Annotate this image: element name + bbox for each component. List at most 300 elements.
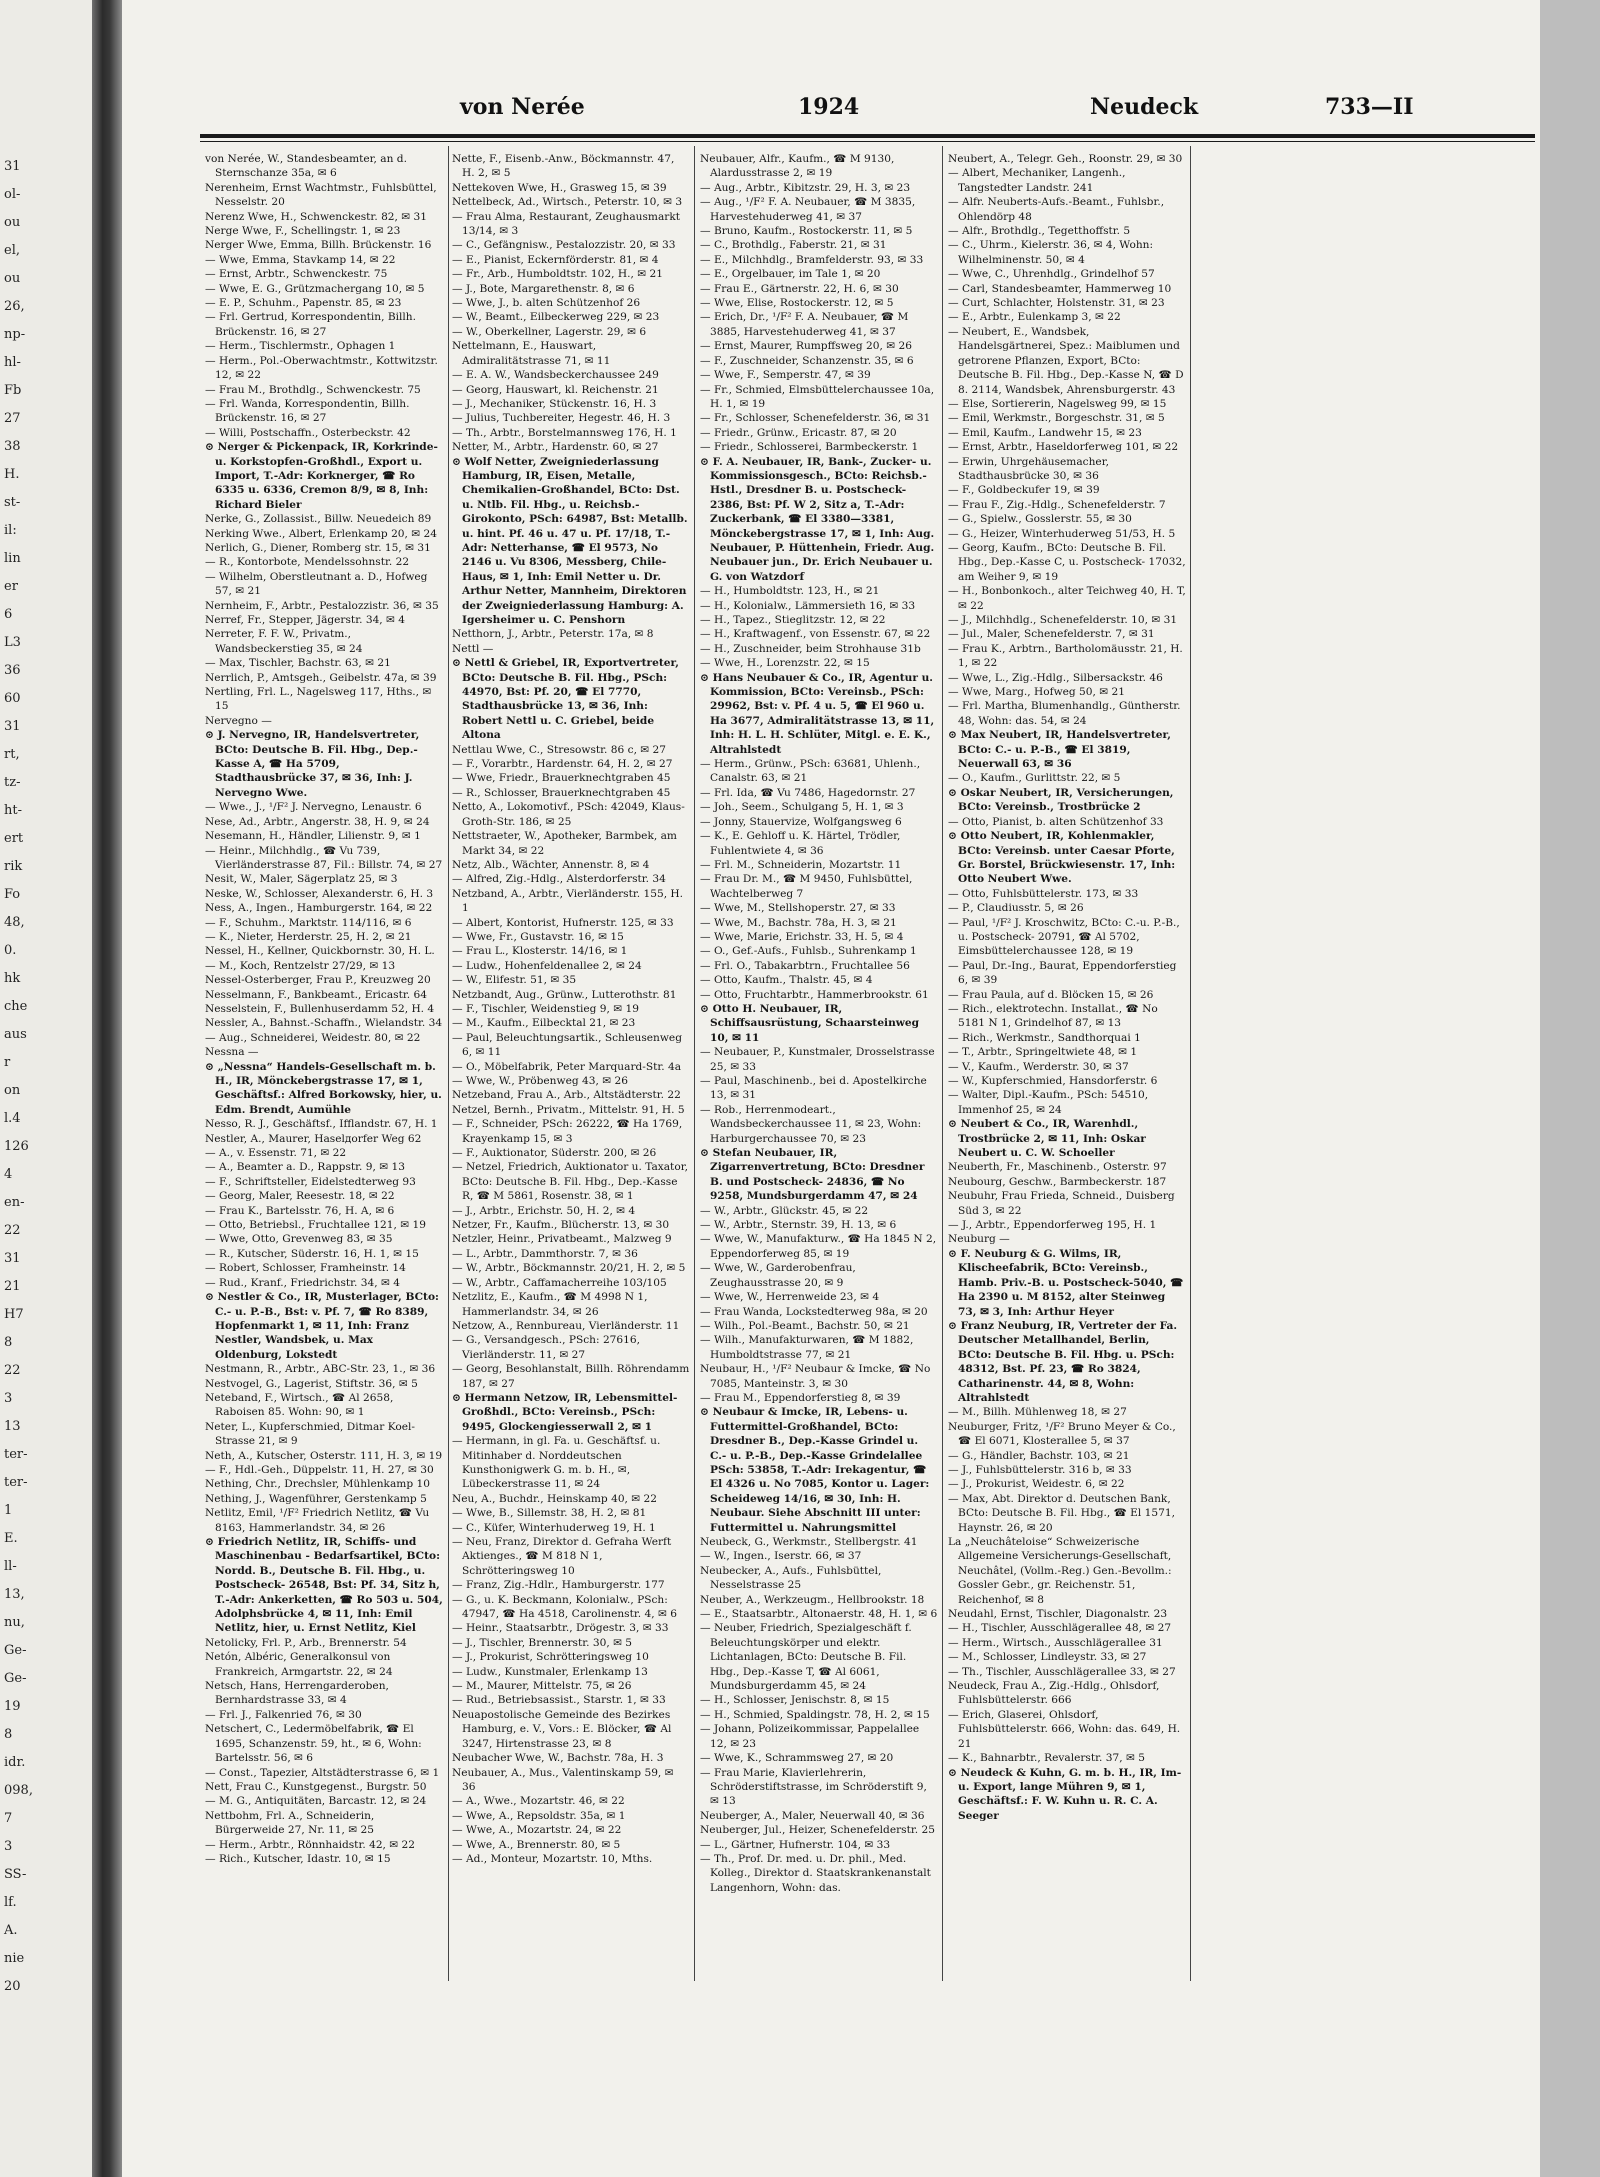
- prev-page-fragment: H7: [4, 1307, 24, 1322]
- directory-entry: — J., Fuhlsbüttelerstr. 316 b, ✉ 33: [948, 1463, 1132, 1476]
- directory-entry: — Friedr., Grünw., Ericastr. 87, ✉ 20: [700, 426, 897, 439]
- directory-entry: — Georg, Hauswart, kl. Reichenstr. 21: [452, 383, 659, 396]
- directory-entry: — Ludw., Kunstmaler, Erlenkamp 13: [452, 1665, 648, 1678]
- directory-entry: — M., Kaufm., Eilbecktal 21, ✉ 23: [452, 1017, 636, 1030]
- prev-page-fragment: 3: [4, 1839, 13, 1854]
- book-gutter: [92, 0, 122, 2177]
- directory-entry: — G., Händler, Bachstr. 103, ✉ 21: [948, 1449, 1130, 1462]
- directory-entry: — Otto, Fruchtarbtr., Hammerbrookstr. 61: [700, 988, 929, 1001]
- prev-page-fragment: 126: [4, 1139, 29, 1154]
- directory-entry: — Julius, Tuchbereiter, Hegestr. 46, H. 3: [452, 412, 671, 425]
- directory-entry: — A., Wwe., Mozartstr. 46, ✉ 22: [452, 1795, 625, 1808]
- directory-entry: Nesselmann, F., Bankbeamt., Ericastr. 64: [205, 988, 427, 1001]
- directory-entry: Netolicky, Frl. P., Arb., Brennerstr. 54: [205, 1636, 407, 1649]
- directory-entry: — W., Kupferschmied, Hansdorferstr. 6: [948, 1075, 1158, 1087]
- directory-entry: — Johann, Polizeikommissar, Pappelallee 12, ✉ 23: [700, 1723, 920, 1750]
- directory-entry: Netthorn, J., Arbtr., Peterstr. 17a, ✉ 8: [452, 628, 654, 641]
- directory-entry: Netzbandt, Aug., Grünw., Lutterothstr. 81: [452, 988, 677, 1001]
- directory-entry: Nette, F., Eisenb.-Anw., Böckmannstr. 47, H. 2, ✉ 5: [452, 153, 675, 180]
- directory-entry: Neth, A., Kutscher, Osterstr. 111, H. 3, ✉ 19: [205, 1449, 443, 1462]
- directory-entry: Nettelbeck, Ad., Wirtsch., Peterstr. 10, ✉ 3: [452, 196, 683, 209]
- directory-entry: — Alfr. Neuberts-Aufs.-Beamt., Fuhlsbr., Ohlendörp 48: [948, 196, 1165, 223]
- directory-entry: — Wwe, K., Schrammsweg 27, ✉ 20: [700, 1752, 894, 1765]
- directory-entry: — Aug., Schneiderei, Weidestr. 80, ✉ 22: [205, 1031, 421, 1044]
- directory-entry: — Rich., Werkmstr., Sandthorquai 1: [948, 1031, 1141, 1044]
- directory-entry: Nettstraeter, W., Apotheker, Barmbek, am Markt 34, ✉ 22: [452, 830, 677, 857]
- directory-entry: — Jonny, Stauervize, Wolfgangsweg 6: [700, 815, 902, 828]
- directory-entry: Nestmann, R., Arbtr., ABC-Str. 23, 1., ✉ 36: [205, 1363, 436, 1376]
- prev-page-fragment: 31: [4, 1251, 21, 1266]
- directory-entry: — Paul, ¹/F² J. Kroschwitz, BCto: C.-u. P.-B., u. Postscheck- 20791, ☎ Al 5702, Eimsbüttelerchaussee 128, ✉ 19: [948, 916, 1180, 958]
- directory-entry: — Neuber, Friedrich, Spezialgeschäft f. Beleuchtungskörper und elektr. Lichtanlagen, BCto: Deutsche B. Fil. Hbg., Dep.-Kasse T, ☎ Al 6061, Mundsburgerdamm 45, ✉ 24: [700, 1622, 912, 1693]
- prev-page-fragment: 8: [4, 1727, 13, 1742]
- directory-entry: — Wwe, Emma, Stavkamp 14, ✉ 22: [205, 253, 396, 266]
- prev-page-fragment: l.4: [4, 1111, 21, 1126]
- directory-entry: — Emil, Werkmstr., Borgeschstr. 31, ✉ 5: [948, 412, 1165, 425]
- directory-entry: — Curt, Schlachter, Holstenstr. 31, ✉ 23: [948, 297, 1165, 310]
- directory-entry: Neubacher Wwe, W., Bachstr. 78a, H. 3: [452, 1752, 664, 1765]
- directory-entry: — W., Ingen., Iserstr. 66, ✉ 37: [700, 1550, 862, 1563]
- directory-entry: Nething, Chr., Drechsler, Mühlenkamp 10: [205, 1478, 430, 1491]
- prev-page-fragment: aus: [4, 1027, 27, 1042]
- directory-entry: ⊙ Oskar Neubert, IR, Versicherungen, BCto: Vereinsb., Trostbrücke 2: [948, 786, 1174, 814]
- directory-entry: — H., Tapez., Stieglitzstr. 12, ✉ 22: [700, 614, 886, 626]
- directory-entry: — H., Schmied, Spaldingstr. 78, H. 2, ✉ 15: [700, 1708, 930, 1721]
- directory-entry: — Wwe, J., b. alten Schützenhof 26: [452, 297, 641, 310]
- prev-page-fragment: on: [4, 1083, 21, 1098]
- directory-entry: — C., Küfer, Winterhuderweg 19, H. 1: [452, 1521, 656, 1534]
- directory-entry: ⊙ Nestler & Co., IR, Musterlager, BCto: C.- u. P.-B., Bst: v. Pf. 7, ☎ Ro 8389, Hopfenmarkt 1, ✉ 11, Inh: Franz Nestler, Wandsbek, u. Max Oldenburg, Lokstedt: [205, 1291, 439, 1361]
- directory-entry: — F., Tischler, Weidenstieg 9, ✉ 19: [452, 1002, 639, 1015]
- directory-entry: — A., Beamter a. D., Rappstr. 9, ✉ 13: [205, 1161, 405, 1174]
- directory-entry: — G., Versandgesch., PSch: 27616, Vierländerstr. 11, ✉ 27: [452, 1334, 641, 1361]
- directory-entry: — Frau E., Gärtnerstr. 22, H. 6, ✉ 30: [700, 282, 899, 295]
- directory-entry: — Frau Paula, auf d. Blöcken 15, ✉ 26: [948, 988, 1154, 1001]
- column-2: [452, 152, 690, 2152]
- directory-entry: Netter, M., Arbtr., Hardenstr. 60, ✉ 27: [452, 441, 659, 454]
- directory-entry: Nese, Ad., Arbtr., Angerstr. 38, H. 9, ✉ 24: [205, 815, 430, 828]
- directory-entry: ⊙ Nerger & Pickenpack, IR, Korkrinde- u. Korkstopfen-Großhdl., Export u. Import, T.-Adr: Korknerger, ☎ Ro 6335 u. 6336, Cremon 8/9, ✉ 8, Inh: Richard Bieler: [205, 441, 438, 511]
- directory-entry: Nestler, A., Maurer, Haselдorfer Weg 62: [205, 1132, 422, 1145]
- directory-entry: — J., Tischler, Brennerstr. 30, ✉ 5: [452, 1636, 633, 1649]
- directory-entry: ⊙ Neubert & Co., IR, Warenhdl., Trostbrücke 2, ✉ 11, Inh: Oskar Neubert u. C. W. Schoeller: [948, 1118, 1146, 1160]
- directory-entry: — Otto, Fuhlsbüttelerstr. 173, ✉ 33: [948, 887, 1139, 900]
- directory-entry: — Wwe, E. G., Grützmachergang 10, ✉ 5: [205, 282, 425, 295]
- directory-entry: — Th., Arbtr., Borstelmannsweg 176, H. 1: [452, 426, 677, 439]
- directory-entry: — Frl. Gertrud, Korrespondentin, Billh. Brückenstr. 16, ✉ 27: [205, 311, 416, 338]
- directory-entry: Netz, Alb., Wächter, Annenstr. 8, ✉ 4: [452, 858, 650, 871]
- header-rule: [200, 134, 1535, 138]
- directory-entry: ⊙ Neudeck & Kuhn, G. m. b. H., IR, Im- u. Export, lange Mühren 9, ✉ 1, Geschäftsf.: F. W. Kuhn u. R. C. A. Seeger: [948, 1766, 1182, 1822]
- prev-page-fragment: ter-: [4, 1447, 28, 1462]
- prev-page-fragment: E.: [4, 1531, 18, 1546]
- directory-entry: — Frl. Wanda, Korrespondentin, Billh. Brückenstr. 16, ✉ 27: [205, 397, 410, 425]
- directory-entry: Neubourg, Geschw., Barmbeckerstr. 187: [948, 1175, 1167, 1188]
- directory-entry: Nerlich, G., Diener, Romberg str. 15, ✉ 31: [205, 541, 431, 554]
- directory-entry: Neuberger, Jul., Heizer, Schenefelderstr. 25: [700, 1824, 935, 1837]
- directory-entry: — Franz, Zig.-Hdlr., Hamburgerstr. 177: [452, 1579, 665, 1592]
- directory-entry: Nerge Wwe, F., Schellingstr. 1, ✉ 23: [205, 225, 401, 238]
- directory-entry: — Jul., Maler, Schenefelderstr. 7, ✉ 31: [948, 628, 1155, 641]
- directory-entry: — Neubauer, P., Kunstmaler, Drosselstrasse 25, ✉ 33: [700, 1046, 935, 1073]
- directory-entry: — Wilh., Manufakturwaren, ☎ M 1882, Humboldtstrasse 77, ✉ 21: [700, 1334, 914, 1361]
- prev-page-fragment: nie: [4, 1951, 25, 1966]
- directory-entry: — Bruno, Kaufm., Rostockerstr. 11, ✉ 5: [700, 225, 913, 238]
- directory-entry: — Max, Abt. Direktor d. Deutschen Bank, BCto: Deutsche B. Fil. Hbg., ☎ El 1571, Haynstr. 26, ✉ 20: [948, 1492, 1175, 1534]
- directory-entry: — H., Zuschneider, beim Strohhause 31b: [700, 642, 921, 655]
- prev-page-fragment: 26,: [4, 299, 25, 314]
- directory-entry: — C., Gefängnisw., Pestalozzistr. 20, ✉ 33: [452, 239, 676, 252]
- directory-entry: Nething, J., Wagenführer, Gerstenkamp 5: [205, 1492, 427, 1505]
- directory-entry: Neuberth, Fr., Maschinenb., Osterstr. 97: [948, 1161, 1167, 1174]
- directory-entry: ⊙ Franz Neuburg, IR, Vertreter der Fa. Deutscher Metallhandel, Berlin, BCto: Deutsche B. Fil. Hbg. u. PSch: 48312, Bst. Pf. 23, ☎ Ro 3824, Catharinenstr. 44, ✉ 8, Wohn: Altrahlstedt: [948, 1319, 1178, 1404]
- directory-entry: — E. A. W., Wandsbeckerchaussee 249: [452, 369, 659, 382]
- prev-page-fragment: ter-: [4, 1475, 28, 1490]
- prev-page-fragment: el,: [4, 243, 20, 258]
- directory-entry: ⊙ Otto Neubert, IR, Kohlenmakler, BCto: Vereinsb. unter Caesar Pforte, Gr. Borstel, Brückwiesenstr. 17, Inh: Otto Neubert Wwe.: [948, 830, 1176, 886]
- directory-entry: — Wwe, L., Zig.-Hdlg., Silbersackstr. 46: [948, 671, 1163, 684]
- page-number: 733—II: [1325, 94, 1414, 120]
- directory-entry: Neuburg —: [948, 1233, 1010, 1246]
- prev-page-fragment: 22: [4, 1223, 21, 1238]
- directory-entry: — Ernst, Arbtr., Haseldorferweg 101, ✉ 22: [948, 441, 1179, 454]
- directory-entry: — R., Schlosser, Brauerknechtgraben 45: [452, 786, 671, 799]
- directory-entry: — Frl. J., Falkenried 76, ✉ 30: [205, 1708, 362, 1721]
- directory-entry: — Netzel, Friedrich, Auktionator u. Taxator, BCto: Deutsche B. Fil. Hbg., Dep.-Kasse R, ☎ M 5861, Rosenstr. 38, ✉ 1: [452, 1161, 688, 1203]
- directory-entry: — Frl. Martha, Blumenhandlg., Güntherstr. 48, Wohn: das. 54, ✉ 24: [948, 700, 1181, 727]
- prev-page-fragment: ou: [4, 271, 21, 286]
- directory-entry: — E., Staatsarbtr., Altonaerstr. 48, H. 1, ✉ 6: [700, 1608, 938, 1621]
- directory-entry: Nessel, H., Kellner, Quickbornstr. 30, H. L.: [205, 945, 435, 958]
- prev-page-fragment: er: [4, 579, 18, 594]
- directory-entry: — Aug., Arbtr., Kibitzstr. 29, H. 3, ✉ 23: [700, 181, 911, 194]
- directory-entry: — G., Spielw., Gosslerstr. 55, ✉ 30: [948, 513, 1132, 526]
- directory-entry: — Rud., Betriebsassist., Starstr. 1, ✉ 33: [452, 1694, 666, 1707]
- directory-entry: Nerrlich, P., Amtsgeh., Geibelstr. 47a, ✉ 39: [205, 671, 437, 684]
- scan-margin-right: [1540, 0, 1600, 2177]
- directory-entry: Nettelmann, E., Hauswart, Admiralitätstrasse 71, ✉ 11: [452, 340, 611, 367]
- directory-entry: — J., Prokurist, Schrötteringsweg 10: [452, 1651, 649, 1664]
- directory-entry: Nettl —: [452, 642, 494, 655]
- directory-entry: — H., Schlosser, Jenischstr. 8, ✉ 15: [700, 1694, 890, 1707]
- directory-entry: — E., Arbtr., Eulenkamp 3, ✉ 22: [948, 311, 1121, 324]
- directory-entry: — Wwe, Otto, Grevenweg 83, ✉ 35: [205, 1233, 393, 1246]
- directory-entry: Neteband, F., Wirtsch., ☎ Al 2658, Raboisen 85. Wohn: 90, ✉ 1: [205, 1391, 394, 1419]
- directory-entry: — J., Mechaniker, Stückenstr. 16, H. 3: [452, 397, 657, 410]
- directory-entry: — H., Kraftwagenf., von Essenstr. 67, ✉ 22: [700, 628, 931, 641]
- prev-page-fragment: 31: [4, 719, 21, 734]
- directory-entry: Nesso, R. J., Geschäftsf., Ifflandstr. 67, H. 1: [205, 1118, 438, 1131]
- directory-entry: Neuber, A., Werkzeugm., Hellbrookstr. 18: [700, 1593, 925, 1606]
- column-3: [700, 152, 938, 2152]
- prev-page-fragment: 13,: [4, 1587, 25, 1602]
- directory-entry: — F., Hdl.-Geh., Düppelstr. 11, H. 27, ✉ 30: [205, 1463, 434, 1476]
- directory-entry: Netlitz, Emil, ¹/F² Friedrich Netlitz, ☎ Vu 8163, Hammerlandstr. 34, ✉ 26: [205, 1507, 430, 1534]
- directory-entry: — Fr., Arb., Humboldtstr. 102, H., ✉ 21: [452, 268, 663, 281]
- directory-entry: — Paul, Beleuchtungsartik., Schleusenweg 6, ✉ 11: [452, 1031, 682, 1059]
- directory-entry: — V., Kaufm., Werderstr. 30, ✉ 37: [948, 1060, 1129, 1073]
- directory-entry: Neubuhr, Frau Frieda, Schneid., Duisberg Süd 3, ✉ 22: [948, 1190, 1175, 1217]
- prev-page-fragment: 4: [4, 1167, 13, 1182]
- directory-entry: — Ernst, Maurer, Rumpffsweg 20, ✉ 26: [700, 340, 912, 353]
- directory-entry: ⊙ Otto H. Neubauer, IR, Schiffsausrüstung, Schaarsteinweg 10, ✉ 11: [700, 1002, 920, 1044]
- prev-page-fragment: 38: [4, 439, 21, 454]
- directory-entry: — L., Gärtner, Hufnerstr. 104, ✉ 33: [700, 1838, 891, 1851]
- directory-entry: — Paul, Dr.-Ing., Baurat, Eppendorferstieg 6, ✉ 39: [948, 959, 1177, 987]
- directory-entry: Netzel, Bernh., Privatm., Mittelstr. 91, H. 5: [452, 1103, 685, 1116]
- directory-entry: Netzow, A., Rennbureau, Vierländerstr. 11: [452, 1319, 680, 1332]
- previous-page-edge: [0, 0, 92, 2177]
- directory-entry: — Wwe, Marg., Hofweg 50, ✉ 21: [948, 686, 1125, 699]
- directory-entry: — Wwe, Fr., Gustavstr. 16, ✉ 15: [452, 930, 624, 943]
- column-divider: [942, 146, 943, 1981]
- directory-entry: Nerenheim, Ernst Wachtmstr., Fuhlsbüttel, Nesselstr. 20: [205, 181, 437, 209]
- header-rule-thin: [200, 141, 1535, 142]
- prev-page-fragment: ht-: [4, 803, 22, 818]
- directory-entry: Neuberger, A., Maler, Neuerwall 40, ✉ 36: [700, 1809, 925, 1822]
- directory-entry: — Rich., Kutscher, Idastr. 10, ✉ 15: [205, 1852, 391, 1865]
- directory-entry: ⊙ F. Neuburg & G. Wilms, IR, Klischeefabrik, BCto: Vereinsb., Hamb. Priv.-B. u. Postscheck-5040, ☎ Ha 2390 u. M 8152, alter Steinweg 73, ✉ 3, Inh: Arthur Heyer: [948, 1247, 1184, 1318]
- directory-entry: — H., Humboldtstr. 123, H., ✉ 21: [700, 585, 880, 598]
- directory-entry: Nessler, A., Bahnst.-Schaffn., Wielandstr. 34: [205, 1017, 443, 1030]
- directory-entry: — R., Kontorbote, Mendelssohnstr. 22: [205, 556, 410, 569]
- prev-page-fragment: A.: [4, 1923, 18, 1938]
- prev-page-fragment: ert: [4, 831, 24, 846]
- directory-entry: ⊙ Neubaur & Imcke, IR, Lebens- u. Futtermittel-Großhandel, BCto: Dresdner B., Dep.-Kasse Grindel u. C.- u. P.-B., Dep.-Kasse Grindelallee PSch: 53858, T.-Adr: Irekagentur, ☎ El 4326 u. No 7085, Kontor u. Lager: Scheideweg 14/16, ✉ 30, Inh: H. Neubaur. Siehe Abschnitt III unter: Futtermittel u. Nahrungsmittel: [700, 1406, 930, 1534]
- directory-entry: — Aug., ¹/F² F. A. Neubauer, ☎ M 3835, Harvestehuderweg 41, ✉ 37: [700, 196, 916, 223]
- directory-entry: Neubauer, A., Mus., Valentinskamp 59, ✉ 36: [452, 1766, 674, 1793]
- prev-page-fragment: Fo: [4, 887, 21, 902]
- directory-entry: — Albert, Mechaniker, Langenh., Tangstedter Landstr. 241: [948, 167, 1126, 194]
- directory-entry: — Joh., Seem., Schulgang 5, H. 1, ✉ 3: [700, 801, 904, 814]
- directory-entry: ⊙ Max Neubert, IR, Handelsvertreter, BCto: C.- u. P.-B., ☎ El 3819, Neuerwall 63, ✉ 36: [948, 729, 1171, 771]
- prev-page-fragment: 19: [4, 1699, 21, 1714]
- directory-entry: — E., Orgelbauer, im Tale 1, ✉ 20: [700, 268, 881, 281]
- directory-entry: — Friedr., Schlosserei, Barmbeckerstr. 1: [700, 441, 919, 454]
- directory-entry: — Wwe, A., Repsoldstr. 35a, ✉ 1: [452, 1809, 626, 1822]
- header-year: 1924: [798, 94, 860, 120]
- directory-entry: — Fr., Schmied, Elmsbüttelerchaussee 10a, H. 1, ✉ 19: [700, 383, 935, 410]
- directory-entry: Neubaur, H., ¹/F² Neubaur & Imcke, ☎ No 7085, Manteinstr. 3, ✉ 30: [700, 1363, 931, 1390]
- directory-entry: — Hermann, in gl. Fa. u. Geschäftsf. u. Mitinhaber d. Norddeutschen Kunsthonigwerk G. m. b. H., ✉, Lübeckerstrasse 11, ✉ 24: [452, 1435, 661, 1491]
- directory-entry: — Rich., elektrotechn. Installat., ☎ No 5181 N 1, Grindelhof 87, ✉ 13: [948, 1002, 1158, 1030]
- directory-entry: — Alfr., Brothdlg., Tegetthoffstr. 5: [948, 225, 1131, 238]
- directory-entry: — Wwe, B., Sillemstr. 38, H. 2, ✉ 81: [452, 1507, 647, 1520]
- directory-entry: — E., Milchhdlg., Bramfelderstr. 93, ✉ 33: [700, 253, 924, 266]
- directory-entry: — G., Heizer, Winterhuderweg 51/53, H. 5: [948, 527, 1176, 540]
- prev-page-fragment: nu,: [4, 1615, 25, 1630]
- directory-entry: — M., Maurer, Mittelstr. 75, ✉ 26: [452, 1680, 632, 1693]
- directory-entry: — Otto, Pianist, b. alten Schützenhof 33: [948, 815, 1164, 828]
- directory-entry: — F., Schuhm., Marktstr. 114/116, ✉ 6: [205, 916, 412, 929]
- directory-entry: — Erich, Dr., ¹/F² F. A. Neubauer, ☎ M 3885, Harvestehuderweg 41, ✉ 37: [700, 311, 909, 338]
- directory-entry: Nettbohm, Frl. A., Schneiderin, Bürgerweide 27, Nr. 11, ✉ 25: [205, 1809, 375, 1837]
- directory-entry: ⊙ Wolf Netter, Zweigniederlassung Hamburg, IR, Eisen, Metalle, Chemikalien-Großhandel, BCto: Dst. u. Ntlb. Fil. Hbg., u. Reichsb.-Girokonto, PSch: 64987, Bst: Metallb. u. hint. Pf. 46 u. 47 u. Pf. 17/18, T.-Adr: Netterhanse, ☎ El 9573, No 2146 u. Vu 8306, Messberg, Chile-Haus, ✉ 1, Inh: Emil Netter u. Dr. Arthur Netter, Mannheim, Direktoren der Zweigniederlassung Hamburg: A. Igersheimer u. C. Penshorn: [452, 455, 688, 626]
- directory-entry: — Robert, Schlosser, Framheinstr. 14: [205, 1262, 406, 1275]
- directory-entry: Nettekoven Wwe, H., Grasweg 15, ✉ 39: [452, 181, 667, 194]
- directory-entry: Nervegno —: [205, 714, 272, 727]
- directory-entry: — Fr., Schlosser, Schenefelderstr. 36, ✉ 31: [700, 412, 931, 425]
- directory-entry: Netzband, A., Arbtr., Vierländerstr. 155, H. 1: [452, 887, 684, 915]
- directory-entry: Netzlitz, E., Kaufm., ☎ M 4998 N 1, Hammerlandstr. 34, ✉ 26: [452, 1291, 648, 1318]
- directory-entry: — Erwin, Uhrgehäusemacher, Stadthausbrücke 30, ✉ 36: [948, 455, 1109, 482]
- directory-entry: — Wwe, C., Uhrenhdlg., Grindelhof 57: [948, 268, 1155, 281]
- directory-entry: Neter, L., Kupferschmied, Ditmar Koel-Strasse 21, ✉ 9: [205, 1420, 415, 1448]
- directory-entry: — Rud., Kranf., Friedrichstr. 34, ✉ 4: [205, 1276, 400, 1289]
- directory-entry: — Wwe, F., Semperstr. 47, ✉ 39: [700, 369, 871, 382]
- directory-entry: — H., Kolonialw., Lämmersieth 16, ✉ 33: [700, 599, 916, 612]
- directory-entry: Nertling, Frl. L., Nagelsweg 117, Hths., ✉ 15: [205, 686, 432, 713]
- prev-page-fragment: idr.: [4, 1755, 26, 1770]
- directory-entry: Nettlau Wwe, C., Stresowstr. 86 c, ✉ 27: [452, 743, 667, 756]
- directory-entry: — G., u. K. Beckmann, Kolonialw., PSch: 47947, ☎ Ha 4518, Carolinenstr. 4, ✉ 6: [452, 1593, 677, 1621]
- directory-entry: ⊙ Stefan Neubauer, IR, Zigarrenvertretung, BCto: Dresdner B. und Postscheck- 24836, ☎ No 9258, Mundsburgerdamm 47, ✉ 24: [700, 1147, 925, 1203]
- directory-entry: — Georg, Maler, Reesestr. 18, ✉ 22: [205, 1190, 395, 1203]
- directory-entry: — F., Vorarbtr., Hardenstr. 64, H. 2, ✉ 27: [452, 758, 673, 771]
- prev-page-fragment: lf.: [4, 1895, 17, 1910]
- prev-page-fragment: 3: [4, 1391, 13, 1406]
- directory-entry: — Wwe, Marie, Erichstr. 33, H. 5, ✉ 4: [700, 930, 904, 943]
- directory-entry: — Wwe, H., Lorenzstr. 22, ✉ 15: [700, 657, 870, 670]
- directory-entry: — W., Arbtr., Sternstr. 39, H. 13, ✉ 6: [700, 1219, 897, 1232]
- directory-entry: Neudeck, Frau A., Zig.-Hdlg., Ohlsdorf, Fuhlsbüttelerstr. 666: [948, 1680, 1160, 1707]
- directory-entry: — Willi, Postschaffn., Osterbeckstr. 42: [205, 426, 411, 439]
- directory-entry: — Frau L., Klosterstr. 14/16, ✉ 1: [452, 945, 628, 958]
- directory-entry: — Wilh., Pol.-Beamt., Bachstr. 50, ✉ 21: [700, 1319, 910, 1332]
- directory-entry: Nernheim, F., Arbtr., Pestalozzistr. 36, ✉ 35: [205, 599, 439, 612]
- directory-entry: ⊙ F. A. Neubauer, IR, Bank-, Zucker- u. Kommissionsgesch., BCto: Reichsb.-Hstl., Dresdner B. u. Postscheck-2386, Bst: Pf. W 2, Sitz a, T.-Adr: Zuckerbank, ☎ El 3380—3381, Mönckebergstrasse 17, ✉ 1, Inh: Aug. Neubauer, P. Hüttenhein, Friedr. Aug. Neubauer jun., Dr. Erich Neubauer u. G. von Watzdorf: [700, 455, 935, 583]
- prev-page-fragment: 098,: [4, 1783, 33, 1798]
- directory-entry: — O., Möbelfabrik, Peter Marquard-Str. 4a: [452, 1060, 682, 1073]
- directory-entry: — Th., Tischler, Ausschlägerallee 33, ✉ 27: [948, 1665, 1176, 1678]
- directory-entry: Nerenz Wwe, H., Schwenckestr. 82, ✉ 31: [205, 210, 428, 223]
- directory-entry: — Wwe, A., Brennerstr. 80, ✉ 5: [452, 1838, 621, 1851]
- directory-entry: Neubauer, Alfr., Kaufm., ☎ M 9130, Alardusstrasse 2, ✉ 19: [700, 153, 895, 180]
- prev-page-fragment: 22: [4, 1363, 21, 1378]
- directory-entry: Neu, A., Buchdr., Heinskamp 40, ✉ 22: [452, 1492, 658, 1505]
- directory-entry: — R., Kutscher, Süderstr. 16, H. 1, ✉ 15: [205, 1247, 419, 1260]
- directory-entry: Netzer, Fr., Kaufm., Blücherstr. 13, ✉ 30: [452, 1219, 670, 1232]
- directory-entry: — W., Oberkellner, Lagerstr. 29, ✉ 6: [452, 325, 647, 338]
- prev-page-fragment: 20: [4, 1979, 21, 1994]
- directory-entry: Nestvogel, G., Lagerist, Stiftstr. 36, ✉ 5: [205, 1377, 418, 1390]
- directory-entry: — Wwe., J., ¹/F² J. Nervegno, Lenaustr. 6: [205, 801, 422, 814]
- prev-page-fragment: che: [4, 999, 28, 1014]
- prev-page-fragment: 7: [4, 1811, 13, 1826]
- directory-entry: — M. G., Antiquitäten, Barcastr. 12, ✉ 24: [205, 1795, 427, 1808]
- prev-page-fragment: H.: [4, 467, 20, 482]
- directory-entry: — L., Arbtr., Dammthorstr. 7, ✉ 36: [452, 1247, 638, 1260]
- column-divider: [1190, 146, 1191, 1981]
- directory-entry: Neubeck, G., Werkmstr., Stellbergstr. 41: [700, 1536, 918, 1548]
- directory-entry: — Frau M., Eppendorferstieg 8, ✉ 39: [700, 1391, 901, 1404]
- directory-entry: — Walter, Dipl.-Kaufm., PSch: 54510, Immenhof 25, ✉ 24: [948, 1089, 1149, 1116]
- directory-entry: Netto, A., Lokomotivf., PSch: 42049, Klaus-Groth-Str. 186, ✉ 25: [452, 801, 685, 828]
- directory-entry: — Frau Marie, Klavierlehrerin, Schröderstiftstrasse, im Schröderstift 9, ✉ 13: [700, 1766, 927, 1808]
- prev-page-fragment: 6: [4, 607, 13, 622]
- directory-entry: — Herm., Arbtr., Rönnhaidstr. 42, ✉ 22: [205, 1838, 416, 1851]
- directory-entry: — F., Schriftsteller, Eidelstedterweg 93: [205, 1175, 416, 1188]
- directory-entry: — J., Prokurist, Weidestr. 6, ✉ 22: [948, 1478, 1125, 1491]
- directory-entry: — Rob., Herrenmodeart., Wandsbeckerchaussee 11, ✉ 23, Wohn: Harburgerchaussee 70, ✉ 23: [700, 1103, 922, 1145]
- directory-entry: — K., Nieter, Herderstr. 25, H. 2, ✉ 21: [205, 930, 412, 943]
- directory-entry: Netschert, C., Ledermöbelfabrik, ☎ El 1695, Schanzenstr. 59, ht., ✉ 6, Wohn: Bartelsstr. 56, ✉ 6: [205, 1723, 422, 1765]
- directory-entry: — K., Bahnarbtr., Revalerstr. 37, ✉ 5: [948, 1752, 1145, 1765]
- directory-entry: Neubert, A., Telegr. Geh., Roonstr. 29, ✉ 30: [948, 153, 1183, 165]
- prev-page-fragment: st-: [4, 495, 21, 510]
- directory-entry: — Frau K., Bartelsstr. 76, H. A, ✉ 6: [205, 1204, 395, 1217]
- directory-entry: — E. P., Schuhm., Papenstr. 85, ✉ 23: [205, 297, 402, 310]
- directory-entry: — H., Bonbonkoch., alter Teichweg 40, H. T, ✉ 22: [948, 585, 1186, 612]
- directory-entry: — Georg, Kaufm., BCto: Deutsche B. Fil. Hbg., Dep.-Kasse C, u. Postscheck- 17032, am Weiher 9, ✉ 19: [948, 541, 1186, 583]
- directory-entry: — W., Arbtr., Glückstr. 45, ✉ 22: [700, 1204, 869, 1217]
- directory-entry: — J., Arbtr., Eppendorferweg 195, H. 1: [948, 1219, 1157, 1232]
- prev-page-fragment: Fb: [4, 383, 22, 398]
- directory-entry: — J., Milchhdlg., Schenefelderstr. 10, ✉ 31: [948, 614, 1178, 626]
- directory-entry: Nett, Frau C., Kunstgegenst., Burgstr. 50: [205, 1780, 427, 1793]
- prev-page-fragment: np-: [4, 327, 26, 342]
- directory-entry: — T., Arbtr., Springeltwiete 48, ✉ 1: [948, 1046, 1138, 1059]
- directory-entry: — J., Arbtr., Erichstr. 50, H. 2, ✉ 4: [452, 1204, 636, 1217]
- directory-entry: — Wilhelm, Oberstleutnant a. D., Hofweg 57, ✉ 21: [205, 570, 428, 598]
- directory-entry: — Georg, Besohlanstalt, Billh. Röhrendamm 187, ✉ 27: [452, 1363, 690, 1390]
- prev-page-fragment: hk: [4, 971, 21, 986]
- directory-entry: — W., Beamt., Eilbeckerweg 229, ✉ 23: [452, 311, 660, 324]
- directory-entry: — Herm., Grünw., PSch: 63681, Uhlenh., Canalstr. 63, ✉ 21: [700, 758, 921, 785]
- directory-entry: Nessna —: [205, 1046, 259, 1059]
- directory-entry: — Frau Wanda, Lockstedterweg 98a, ✉ 20: [700, 1305, 928, 1318]
- directory-entry: Nesselstein, F., Bullenhuserdamm 52, H. 4: [205, 1002, 435, 1015]
- directory-entry: — Herm., Pol.-Oberwachtmstr., Kottwitzstr. 12, ✉ 22: [205, 354, 438, 382]
- directory-entry: Netsch, Hans, Herrengarderoben, Bernhardstrasse 33, ✉ 4: [205, 1680, 389, 1707]
- prev-page-fragment: tz-: [4, 775, 21, 790]
- directory-entry: ⊙ Nettl & Griebel, IR, Exportvertreter, BCto: Deutsche B. Fil. Hbg., PSch: 44970, Bst: Pf. 20, ☎ El 7770, Stadthausbrücke 13, ✉ 36, Inh: Robert Nettl u. C. Griebel, beide Altona: [452, 657, 679, 742]
- directory-entry: — Wwe, M., Stellshoperstr. 27, ✉ 33: [700, 902, 896, 915]
- directory-entry: — Wwe, A., Mozartstr. 24, ✉ 22: [452, 1824, 622, 1837]
- directory-entry: — Ludw., Hohenfeldenallee 2, ✉ 24: [452, 959, 642, 972]
- directory-entry: — W., Arbtr., Caffamacherreihe 103/105: [452, 1276, 667, 1289]
- directory-entry: — K., E. Gehloff u. K. Härtel, Trödler, Fuhlentwiete 4, ✉ 36: [700, 830, 901, 857]
- directory-entry: — Frau Alma, Restaurant, Zeughausmarkt 13/14, ✉ 3: [452, 210, 681, 238]
- column-4: [948, 152, 1186, 2152]
- directory-entry: — E., Pianist, Eckernförderstr. 81, ✉ 4: [452, 253, 659, 266]
- directory-entry: ⊙ „Nessna“ Handels-Gesellschaft m. b. H., IR, Mönckebergstrasse 17, ✉ 1, Geschäftsf.: Alfred Borkowsky, hier, u. Edm. Brendt, Aumühle: [205, 1060, 442, 1116]
- prev-page-fragment: r: [4, 1055, 11, 1070]
- directory-entry: Nessel-Osterberger, Frau P., Kreuzweg 20: [205, 974, 431, 987]
- directory-entry: ⊙ J. Nervegno, IR, Handelsvertreter, BCto: Deutsche B. Fil. Hbg., Dep.-Kasse A, ☎ Ha 5709, Stadthausbrücke 37, ✉ 36, Inh: J. Nervegno Wwe.: [205, 729, 420, 799]
- directory-entry: — Frl. M., Schneiderin, Mozartstr. 11: [700, 858, 902, 871]
- column-divider: [694, 146, 695, 1981]
- directory-entry: — Albert, Kontorist, Hufnerstr. 125, ✉ 33: [452, 916, 674, 929]
- prev-page-fragment: ou: [4, 215, 21, 230]
- directory-entry: von Nerée, W., Standesbeamter, an d. Sternschanze 35a, ✉ 6: [205, 153, 407, 180]
- directory-entry: Neudahl, Ernst, Tischler, Diagonalstr. 23: [948, 1608, 1168, 1621]
- directory-entry: — Wwe, Elise, Rostockerstr. 12, ✉ 5: [700, 297, 894, 310]
- directory-entry: Netzeband, Frau A., Arb., Altstädterstr. 22: [452, 1089, 681, 1102]
- directory-entry: — Wwe, W., Manufakturw., ☎ Ha 1845 N 2, Eppendorferweg 85, ✉ 19: [700, 1233, 937, 1260]
- prev-page-fragment: il:: [4, 523, 17, 538]
- directory-entry: — P., Claudiusstr. 5, ✉ 26: [948, 902, 1084, 915]
- directory-entry: — Wwe, W., Herrenweide 23, ✉ 4: [700, 1291, 880, 1304]
- directory-entry: — Heinr., Staatsarbtr., Drögestr. 3, ✉ 33: [452, 1622, 669, 1635]
- directory-entry: — Frau K., Arbtrn., Bartholomäusstr. 21, H. 1, ✉ 22: [948, 642, 1183, 670]
- directory-entry: — M., Koch, Rentzelstr 27/29, ✉ 13: [205, 959, 396, 972]
- prev-page-fragment: rik: [4, 859, 23, 874]
- directory-entry: — Wwe, W., Garderobenfrau, Zeughausstrasse 20, ✉ 9: [700, 1262, 856, 1289]
- prev-page-fragment: lin: [4, 551, 21, 566]
- directory-entry: Neuapostolische Gemeinde des Bezirkes Hamburg, e. V., Vors.: E. Blöcker, ☎ Al 3247, Hirtenstrasse 23, ✉ 8: [452, 1708, 672, 1750]
- prev-page-fragment: Ge-: [4, 1643, 27, 1658]
